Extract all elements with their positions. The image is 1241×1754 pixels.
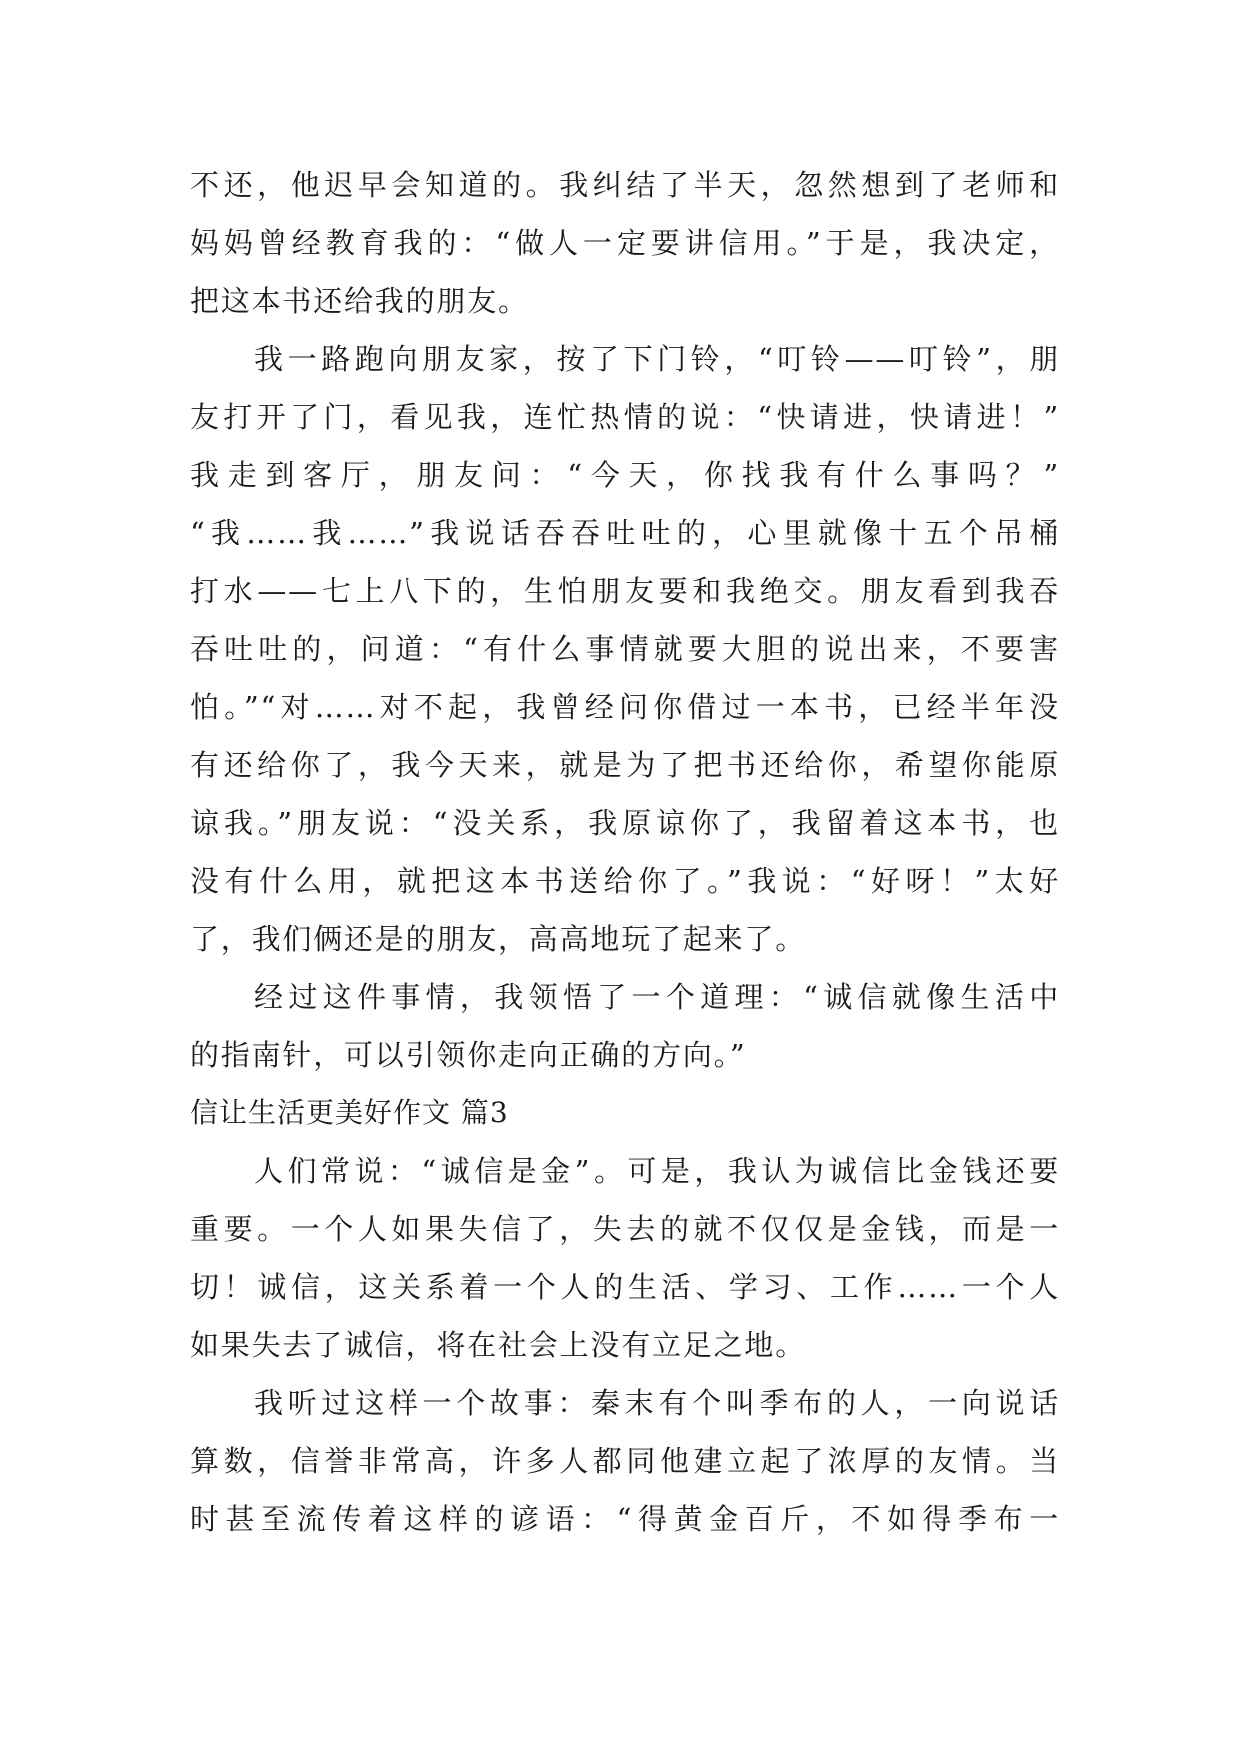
text-line: 不还，他迟早会知道的。我纠结了半天，忽然想到了老师和 (190, 168, 1060, 202)
text-line: 妈妈曾经教育我的：“做人一定要讲信用。”于是，我决定， (190, 226, 1060, 260)
text-line: 我走到客厅，朋友问：“今天，你找我有什么事吗？” (190, 458, 1060, 492)
paragraph-first-line: 经过这件事情，我领悟了一个道理：“诚信就像生活中 (254, 980, 1060, 1014)
document-body (190, 156, 1060, 1548)
paragraph-first-line: 人们常说：“诚信是金”。可是，我认为诚信比金钱还要 (254, 1154, 1060, 1188)
text-line: 怕。”“对……对不起，我曾经问你借过一本书，已经半年没 (190, 690, 1060, 724)
paragraph-first-line: 我一路跑向朋友家，按了下门铃，“叮铃——叮铃”，朋 (254, 342, 1060, 376)
text-line: 打水——七上八下的，生怕朋友要和我绝交。朋友看到我吞 (190, 574, 1060, 608)
text-line: 切！诚信，这关系着一个人的生活、学习、工作……一个人 (190, 1270, 1060, 1304)
text-line: 把这本书还给我的朋友。 (190, 284, 529, 318)
text-line: 重要。一个人如果失信了，失去的就不仅仅是金钱，而是一 (190, 1212, 1060, 1246)
text-line: 如果失去了诚信，将在社会上没有立足之地。 (190, 1328, 807, 1362)
text-line: 吞吐吐的，问道：“有什么事情就要大胆的说出来，不要害 (190, 632, 1060, 666)
text-line: 的指南针，可以引领你走向正确的方向。” (190, 1038, 747, 1072)
text-line: “我……我……”我说话吞吞吐吐的，心里就像十五个吊桶 (190, 516, 1060, 550)
text-line: 友打开了门，看见我，连忙热情的说：“快请进，快请进！” (190, 400, 1060, 434)
text-line: 时甚至流传着这样的谚语：“得黄金百斤，不如得季布一 (190, 1502, 1060, 1536)
text-line: 算数，信誉非常高，许多人都同他建立起了浓厚的友情。当 (190, 1444, 1060, 1478)
paragraph-first-line: 我听过这样一个故事：秦末有个叫季布的人，一向说话 (254, 1386, 1060, 1420)
text-line: 谅我。”朋友说：“没关系，我原谅你了，我留着这本书，也 (190, 806, 1060, 840)
section-heading: 信让生活更美好作文 篇3 (190, 1096, 509, 1129)
text-line: 了，我们俩还是的朋友，高高地玩了起来了。 (190, 922, 807, 956)
text-line: 没有什么用，就把这本书送给你了。”我说：“好呀！”太好 (190, 864, 1060, 898)
text-line: 有还给你了，我今天来，就是为了把书还给你，希望你能原 (190, 748, 1060, 782)
